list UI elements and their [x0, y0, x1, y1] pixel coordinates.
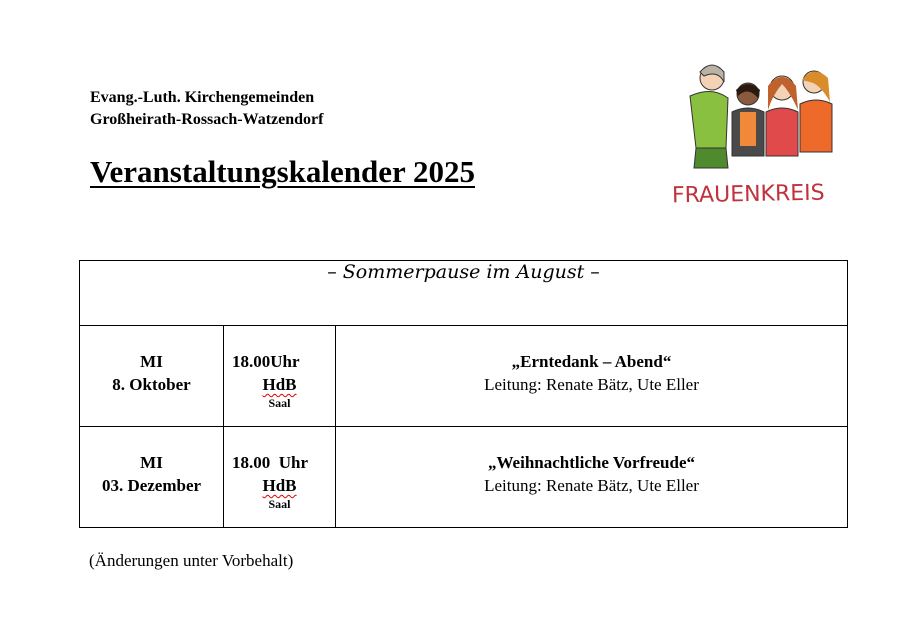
summer-break-text: – Sommerpause im August – — [327, 261, 600, 283]
event-date-cell — [80, 427, 224, 528]
event-place: HdB — [262, 375, 297, 394]
event-date: 8. Oktober — [112, 375, 191, 394]
logo-text: FRAUENKREIS — [671, 180, 825, 209]
event-room: Saal — [268, 396, 291, 410]
event-date: 03. Dezember — [101, 476, 202, 495]
page-title: Veranstaltungskalender 2025 — [90, 154, 475, 189]
event-description-cell — [336, 326, 848, 427]
table-row — [80, 427, 848, 528]
table-row — [80, 326, 848, 427]
organization-line-2: Großheirath-Rossach-Watzendorf — [90, 111, 324, 128]
event-title: „Erntedank – Abend“ — [511, 352, 672, 371]
summer-break-cell — [80, 261, 848, 326]
event-time: 18.00 Uhr — [232, 453, 309, 472]
event-time-cell — [224, 326, 336, 427]
event-title: „Weihnachtliche Vorfreude“ — [488, 453, 695, 472]
event-lead: Leitung: Renate Bätz, Ute Eller — [484, 476, 699, 495]
event-lead: Leitung: Renate Bätz, Ute Eller — [484, 375, 699, 394]
event-weekday: MI — [140, 352, 163, 371]
event-time: 18.00Uhr — [232, 352, 300, 371]
event-date-cell — [80, 326, 224, 427]
event-room: Saal — [268, 497, 291, 511]
event-description-cell — [336, 427, 848, 528]
event-weekday: MI — [140, 453, 163, 472]
event-calendar-table — [79, 260, 848, 528]
event-place: HdB — [262, 476, 297, 495]
summer-break-row — [80, 261, 848, 326]
event-time-cell — [224, 427, 336, 528]
organization-line-1: Evang.-Luth. Kirchengemeinden — [90, 89, 315, 106]
footnote: (Änderungen unter Vorbehalt) — [89, 551, 294, 570]
